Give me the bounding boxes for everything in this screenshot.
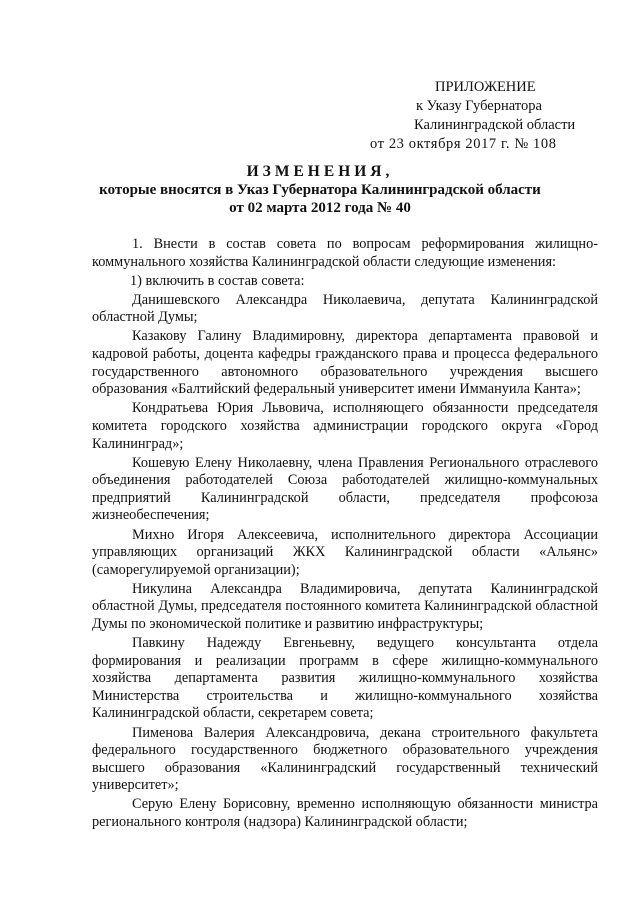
member-entry: Павкину Надежду Евгеньевну, ведущего консультанта отдела формирования и реализации программ в сфере жилищно-коммунального хозяйства департамента развития жилищно-коммунального хозяйства Министерства строительства и жилищно-коммунального хозяйства Калининградской области, секретарем совета; (92, 635, 598, 722)
appendix-decree-ref: к Указу Губернатора (416, 98, 542, 114)
paragraph-amend: 1. Внести в состав совета по вопросам реформирования жилищно-коммунального хозяйства Калининградской области следующие изменения: (92, 236, 598, 270)
member-entry: Пименова Валерия Александровича, декана строительного факультета федерального государственного бюджетного образовательного учреждения высшего образования «Калининградский государственный технический университет»; (92, 724, 598, 794)
appendix-date-number: от 23 октября 2017 г. № 108 (370, 136, 557, 152)
appendix-label: ПРИЛОЖЕНИЕ (435, 79, 536, 95)
appendix-region: Калининградской области (414, 117, 576, 133)
appendix-block (360, 78, 600, 154)
document-subheading-date: от 02 марта 2012 года № 40 (229, 200, 411, 216)
paragraph-include-header: 1) включить в состав совета: (130, 272, 305, 289)
member-entry: Данишевского Александра Николаевича, депутата Калининградской областной Думы; (92, 291, 598, 326)
member-entry: Казакову Галину Владимировну, директора департамента правовой и кадровой работы, доцента кафедры гражданского права и процесса федерального государственного автономного образовательного учреждения высшего образования «Балтийский федеральный университет имени Иммануила Канта»; (92, 328, 598, 398)
member-entry: Серую Елену Борисовну, временно исполняющую обязанности министра регионального контроля (надзора) Калининградской области; (92, 796, 598, 830)
document-body (92, 236, 598, 833)
member-entry: Кондратьева Юрия Львовича, исполняющего обязанности председателя комитета городского хозяйства администрации городского округа «Город Калининград»; (92, 400, 598, 452)
member-entry: Кошевую Елену Николаевну, члена Правления Регионального отраслевого объединения работодателей Союза работодателей жилищно-коммунальных предприятий Калининградской области, председателя профсоюза жизнеобеспечения; (92, 454, 598, 524)
document-subheading: которые вносятся в Указ Губернатора Калининградской области (99, 182, 541, 198)
member-entry: Михно Игоря Алексеевича, исполнительного директора Ассоциации управляющих организаций ЖКХ Калининградской области «Альянс» (саморегулируемой организации); (92, 526, 598, 578)
member-entry: Никулина Александра Владимировича, депутата Калининградской областной Думы, председателя постоянного комитета Калининградской областной Думы по экономической политике и развитию инфраструктуры; (92, 580, 598, 632)
document-heading: ИЗМЕНЕНИЯ, (246, 163, 394, 180)
